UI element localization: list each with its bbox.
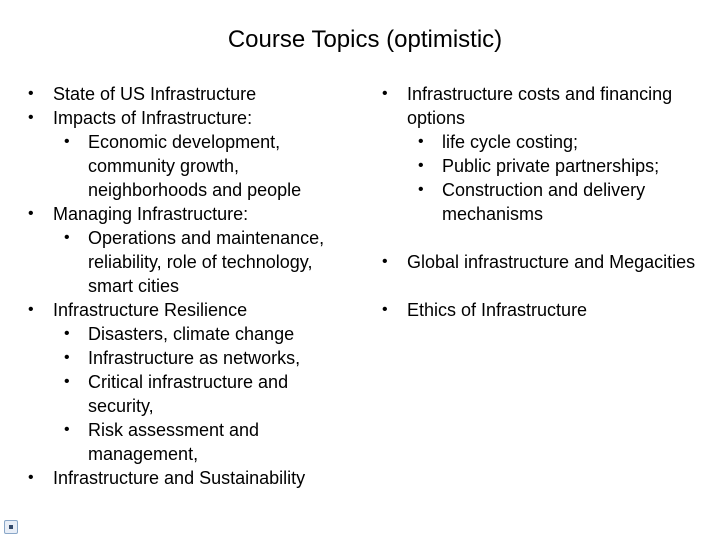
list-item: • Managing Infrastructure: [28,202,358,226]
slide-menu-icon[interactable] [4,520,18,534]
slide-title: Course Topics (optimistic) [227,26,503,53]
list-subitem: • Public private partnerships; [382,154,702,178]
list-subitem: • life cycle costing; [382,130,702,154]
list-subitem: • Construction and delivery mechanisms [382,178,702,226]
left-bullet-list [28,82,358,490]
list-subitem: • Risk assessment and management, [28,418,358,466]
list-spacer [382,226,702,250]
list-subitem: • Disasters, climate change [28,322,358,346]
list-item: • Global infrastructure and Megacities [382,250,702,274]
list-item: • Impacts of Infrastructure: [28,106,358,130]
list-item: • Ethics of Infrastructure [382,298,702,322]
list-subitem: • Infrastructure as networks, [28,346,358,370]
list-subitem: • Operations and maintenance, reliability, role of technology, smart cities [28,226,358,298]
list-subitem: • Economic development, community growth, neighborhoods and people [28,130,358,202]
list-subitem: • Critical infrastructure and security, [28,370,358,418]
list-item: • State of US Infrastructure [28,82,358,106]
list-item: • Infrastructure and Sustainability [28,466,358,490]
list-item: • Infrastructure Resilience [28,298,358,322]
list-spacer [382,274,702,298]
list-item: • Infrastructure costs and financing options [382,82,702,130]
right-bullet-list [382,82,702,322]
